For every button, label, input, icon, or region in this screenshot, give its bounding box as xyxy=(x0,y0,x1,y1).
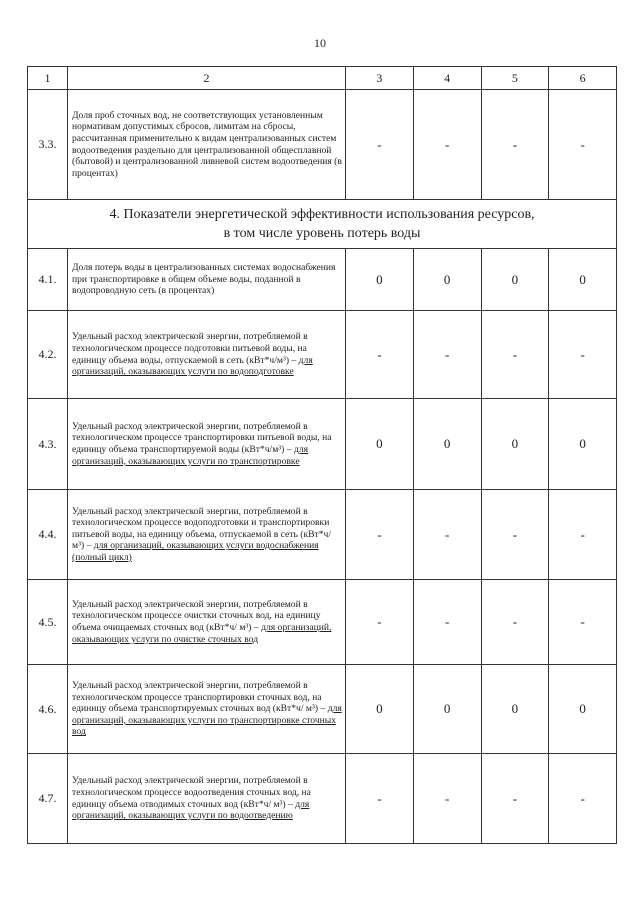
section-title-line2: в том числе уровень потерь воды xyxy=(223,226,421,241)
row-description xyxy=(68,399,346,490)
value-cell: - xyxy=(549,754,617,844)
value-cell: - xyxy=(346,311,414,399)
header-cell: 6 xyxy=(549,67,617,90)
row-description-underlined: для организаций, оказывающих услуги водоснабжения (полный цикл) xyxy=(72,540,319,563)
table-row xyxy=(28,399,617,490)
value-cell: - xyxy=(481,490,549,580)
value-cell: - xyxy=(346,90,414,200)
value-cell: - xyxy=(549,490,617,580)
row-description xyxy=(68,490,346,580)
row-description-underlined: для организаций, оказывающих услуги по транспортировке сточных вод xyxy=(72,703,342,738)
row-description-text: Удельный расход электрической энергии, потребляемой в технологическом процессе водоотведения сточных вод, на единицу объема отводимых сточных вод (кВт*ч/ м³) – xyxy=(72,775,311,810)
value-cell: 0 xyxy=(549,665,617,754)
header-row xyxy=(28,67,617,90)
header-cell: 1 xyxy=(28,67,68,90)
row-description: Доля потерь воды в централизованных системах водоснабжения при транспортировке в общем объеме воды, поданной в водопроводную сеть (в процентах) xyxy=(68,249,346,311)
value-cell: - xyxy=(413,311,481,399)
row-number: 4.1. xyxy=(28,249,68,311)
header-cell: 3 xyxy=(346,67,414,90)
value-cell: - xyxy=(549,580,617,665)
page-number: 10 xyxy=(314,36,326,50)
section-title-line1: 4. Показатели энергетической эффективности использования ресурсов, xyxy=(109,207,535,222)
value-cell: 0 xyxy=(346,399,414,490)
row-number: 4.3. xyxy=(28,399,68,490)
value-cell: 0 xyxy=(413,399,481,490)
value-cell: 0 xyxy=(481,249,549,311)
row-description xyxy=(68,754,346,844)
table-row xyxy=(28,90,617,200)
row-description-underlined: для организаций, оказывающих услуги по очистке сточных вод xyxy=(72,622,332,645)
row-description xyxy=(68,665,346,754)
row-number: 4.5. xyxy=(28,580,68,665)
value-cell: 0 xyxy=(481,665,549,754)
row-description xyxy=(68,311,346,399)
value-cell: 0 xyxy=(481,399,549,490)
value-cell: - xyxy=(481,754,549,844)
value-cell: - xyxy=(549,90,617,200)
header-cell: 2 xyxy=(68,67,346,90)
row-description: Доля проб сточных вод, не соответствующих установленным нормативам допустимых сбросов, лимитам на сбросы, рассчитанная применительно к видам централизованных систем водоотведения раздельно для централизованной общесплавной (бытовой) и централизованной ливневой систем водоотведения (в процентах) xyxy=(68,90,346,200)
value-cell: - xyxy=(481,90,549,200)
row-description-text: Удельный расход электрической энергии, потребляемой в технологическом процессе очистки сточных вод, на единицу объема очищаемых сточных вод (кВт*ч/ м³) – xyxy=(72,598,321,633)
row-description xyxy=(68,580,346,665)
row-description-underlined: для организаций, оказывающих услуги по транспортировке xyxy=(72,444,309,467)
row-description-text: Удельный расход электрической энергии, потребляемой в технологическом процессе транспортировки питьевой воды, на единицу объема транспортируемой воды (кВт*ч/м³) – xyxy=(72,420,332,455)
value-cell: - xyxy=(346,580,414,665)
table-row xyxy=(28,311,617,399)
row-number: 3.3. xyxy=(28,90,68,200)
value-cell: 0 xyxy=(346,665,414,754)
row-description-text: Удельный расход электрической энергии, потребляемой в технологическом процессе транспортировки сточных вод, на единицу объема транспортируемых сточных вод (кВт*ч/ м³) – xyxy=(72,680,326,715)
table-row xyxy=(28,665,617,754)
table-row xyxy=(28,249,617,311)
row-description-text: Удельный расход электрической энергии, потребляемой в технологическом процессе водоподготовки и транспортировки питьевой воды, на единицу объема, отпускаемой в сеть (кВт*ч/м³) – xyxy=(72,505,331,552)
value-cell: - xyxy=(481,311,549,399)
row-number: 4.4. xyxy=(28,490,68,580)
value-cell: - xyxy=(549,311,617,399)
value-cell: - xyxy=(413,90,481,200)
table-row xyxy=(28,580,617,665)
row-description-underlined: для организаций, оказывающих услуги по водоотведению xyxy=(72,798,310,822)
value-cell: - xyxy=(413,490,481,580)
table-row xyxy=(28,754,617,844)
table-row xyxy=(28,490,617,580)
value-cell: - xyxy=(346,754,414,844)
row-description-text: Удельный расход электрической энергии, потребляемой в технологическом процессе подготовки питьевой воды, на единицу объема воды, отпускаемой в сеть (кВт*ч/м³) – xyxy=(72,331,308,366)
value-cell: 0 xyxy=(413,249,481,311)
section-title xyxy=(28,200,617,249)
value-cell: - xyxy=(413,580,481,665)
header-cell: 5 xyxy=(481,67,549,90)
value-cell: 0 xyxy=(413,665,481,754)
section-header-row xyxy=(28,200,617,249)
row-number: 4.2. xyxy=(28,311,68,399)
value-cell: - xyxy=(481,580,549,665)
value-cell: 0 xyxy=(346,249,414,311)
row-number: 4.6. xyxy=(28,665,68,754)
row-number: 4.7. xyxy=(28,754,68,844)
row-description-underlined: для организаций, оказывающих услуги по водоподготовке xyxy=(72,354,313,378)
value-cell: - xyxy=(413,754,481,844)
value-cell: 0 xyxy=(549,399,617,490)
value-cell: - xyxy=(346,490,414,580)
header-cell: 4 xyxy=(413,67,481,90)
value-cell: 0 xyxy=(549,249,617,311)
indicators-table xyxy=(27,66,617,844)
